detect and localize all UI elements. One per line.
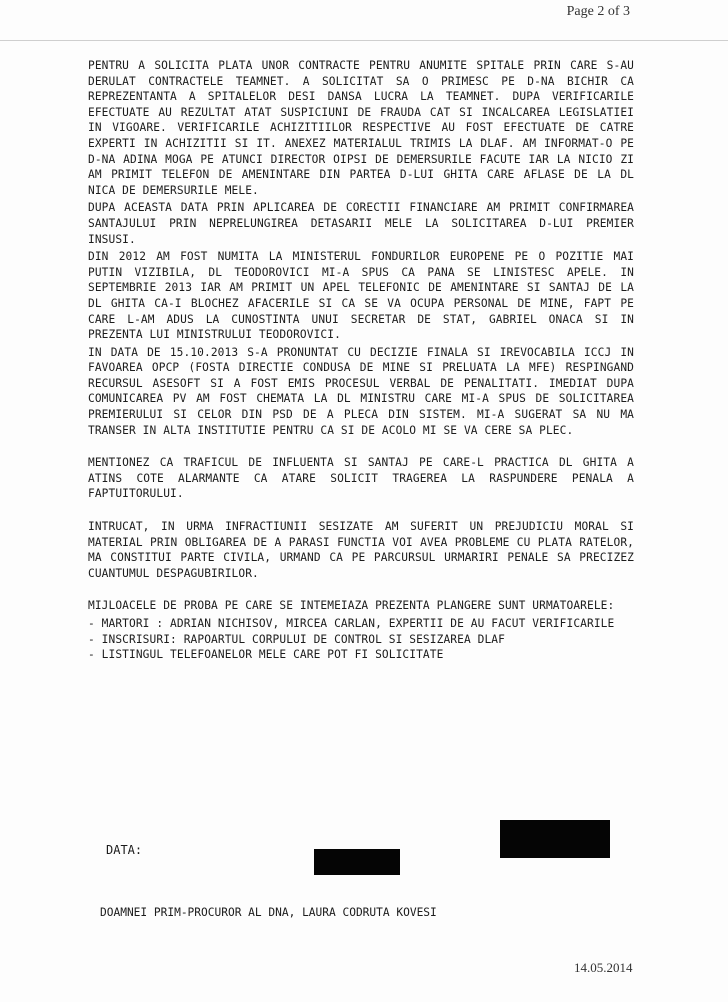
- complaint-body: [88, 58, 634, 663]
- footer-date: 14.05.2014: [574, 960, 633, 975]
- spacer: [88, 504, 634, 519]
- addressee-line: DOAMNEI PRIM-PROCUROR AL DNA, LAURA CODRUTA KOVESI: [100, 906, 437, 919]
- paragraph-ministry: DIN 2012 AM FOST NUMITA LA MINISTERUL FONDURILOR EUROPENE PE O POZITIE MAI PUTIN VIZIBILA, DL TEODOROVICI MI-A SPUS CA PANA SE LINISTESC APELE. IN SEPTEMBRIE 2013 IAR AM PRIMIT UN APEL TELEFONIC DE AMENINTARE SI SANTAJ DE LA DL GHITA CA-I BLOCHEZ AFACERILE SI CA SE VA OCUPA PERSONAL DE MINE, FAPT PE CARE L-AM ADUS LA CUNOSTINTA UNUI SECRETAR DE STAT, GABRIEL ONACA SI IN PREZENTA LUI MINISTRULUI TEODOROVICI.: [88, 250, 634, 342]
- header-divider: [0, 40, 728, 41]
- paragraph-teamnet: PENTRU A SOLICITA PLATA UNOR CONTRACTE PENTRU ANUMITE SPITALE PRIN CARE S-AU DERULAT CONTRACTELE TEAMNET. A SOLICITAT SA O PRIMESC PE D-NA BICHIR CA REPREZENTANTA A SPITALELOR DESI DANSA LUCRA LA TEAMNET. DUPA VERIFICARILE EFECTUATE AU REZULTAT ATAT SUSPICIUNI DE FRAUDA CAT SI INCALCAREA LEGISLATIEI IN VIGOARE. VERIFICARILE ACHIZITIILOR RESPECTIVE AU FOST EFECTUATE DE CATRE EXPERTI IN ACHIZITII SI IT. ANEXEZ MATERIALUL TRIMIS LA DLAF. AM INFORMAT-O PE D-NA ADINA MOGA PE ATUNCI DIRECTOR OIPSI DE DEMERSURILE FACUTE IAR LA NICIO ZI AM PRIMIT TELEFON DE AMENINTARE DIN PARTEA D-LUI GHITA CARE AFLASE DE LA DL NICA DE DEMERSURILE MELE.: [88, 59, 634, 197]
- spacer: [88, 583, 634, 598]
- evidence-witnesses: - MARTORI : ADRIAN NICHISOV, MIRCEA CARLAN, EXPERTII DE AU FACUT VERIFICARILE: [88, 617, 615, 630]
- redacted-signature: [500, 820, 610, 858]
- evidence-list: [88, 616, 634, 663]
- paragraph-influence: MENTIONEZ CA TRAFICUL DE INFLUENTA SI SANTAJ PE CARE-L PRACTICA DL GHITA A ATINS COTE ALARMANTE CA ATARE SOLICIT TRAGEREA LA RASPUNDERE PENALA A FAPTUITORULUI.: [88, 456, 634, 501]
- date-label: DATA:: [106, 843, 143, 857]
- paragraph-evidence-intro: MIJLOACELE DE PROBA PE CARE SE INTEMEIAZA PREZENTA PLANGERE SUNT URMATOARELE:: [88, 599, 615, 613]
- spacer: [88, 440, 634, 455]
- redacted-date: [314, 849, 400, 875]
- paragraph-damages: INTRUCAT, IN URMA INFRACTIUNII SESIZATE AM SUFERIT UN PREJUDICIU MORAL SI MATERIAL PRIN OBLIGAREA DE A PARASI FUNCTIA VOI AVEA PROBLEME CU PLATA RATELOR, MA CONSTITUI PARTE CIVILA, URMAND CA PE PARCURSUL URMARIRI PENALE SA PRECIZEZ CUANTUMUL DESPAGUBIRILOR.: [88, 520, 634, 580]
- paragraph-iccj: IN DATA DE 15.10.2013 S-A PRONUNTAT CU DECIZIE FINALA SI IREVOCABILA ICCJ IN FAVOAREA OPCP (FOSTA DIRECTIE CONDUSA DE MINE SI PRELUATA LA MFE) RESPINGAND RECURSUL ASESOFT SI A FOST EMIS PROCESUL VERBAL DE PENALITATI. IMEDIAT DUPA COMUNICAREA PV AM FOST CHEMATA LA DL MINISTRU CARE MI-A SPUS DE SOLICITAREA PREMIERULUI SI CELOR DIN PSD DE A PLECA DIN SISTEM. MI-A SUGERAT SA NU MA TRANSER IN ALTA INSTITUTIE PENTRU CA SI DE ACOLO MI SE VA CERE SA PLEC.: [88, 345, 634, 437]
- evidence-documents: - INSCRISURI: RAPOARTUL CORPULUI DE CONTROL SI SESIZAREA DLAF: [88, 632, 505, 646]
- evidence-phone-records: - LISTINGUL TELEFOANELOR MELE CARE POT FI SOLICITATE: [88, 648, 444, 662]
- page-number: Page 2 of 3: [566, 4, 630, 19]
- paragraph-corrections: DUPA ACEASTA DATA PRIN APLICAREA DE CORECTII FINANCIARE AM PRIMIT CONFIRMAREA SANTAJULUI PRIN NEPRELUNGIREA DETASARII MELE LA SOLICITAREA D-LUI PREMIER INSUSI.: [88, 201, 634, 246]
